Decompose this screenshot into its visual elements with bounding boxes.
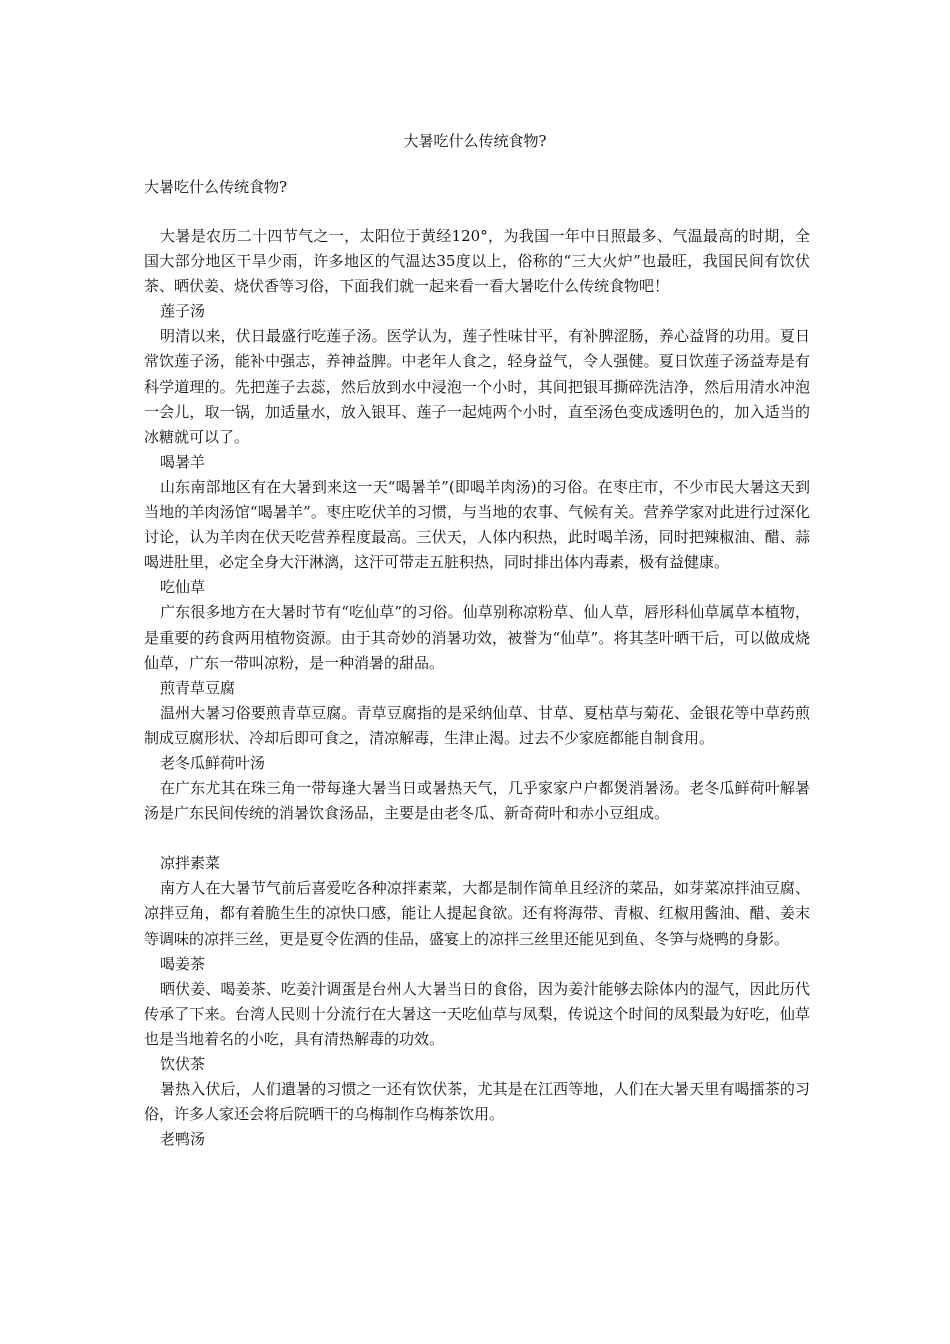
section-heading-yin-fucha: 饮伏茶 bbox=[160, 1055, 206, 1073]
section-heading-qingcao-doufu: 煎青草豆腐 bbox=[160, 678, 236, 697]
section-heading-donggua-heye-tang: 老冬瓜鲜荷叶汤 bbox=[160, 753, 266, 772]
section-heading-chi-xiancao: 吃仙草 bbox=[160, 578, 206, 597]
section-text-liangban-sucai: 南方人在大暑节气前后喜爱吃各种凉拌素菜，大都是制作简单且经济的菜品，如芽菜凉拌油豆腐、凉拌豆角，都有着脆生生的凉快口感，能让人提起食欲。还有将海带、青椒、红椒用酱油、醋、姜末等调味的凉拌三丝，更是夏令佐酒的佳品，盛宴上的凉拌三丝里还能见到鱼、冬笋与烧鸭的身影。 bbox=[144, 879, 810, 948]
intro-paragraph: 大暑是农历二十四节气之一，太阳位于黄经120°，为我国一年中日照最多、气温最高的时期，全国大部分地区干旱少雨，许多地区的气温达35度以上，俗称的“三大火炉”也最旺，我国民间有饮伏茶、晒伏姜、烧伏香等习俗，下面我们就一起来看一看大暑吃什么传统食物吧！ bbox=[144, 227, 810, 296]
section-text-qingcao-doufu: 温州大暑习俗要煎青草豆腐。青草豆腐指的是采纳仙草、甘草、夏枯草与菊花、金银花等中草药煎制成豆腐形状、冷却后即可食之，清凉解毒，生津止渴。过去不少家庭都能自制食用。 bbox=[144, 703, 810, 747]
section-heading-he-jiangcha: 喝姜茶 bbox=[160, 954, 206, 973]
section-text-chi-xiancao: 广东很多地方在大暑时节有“吃仙草”的习俗。仙草别称凉粉草、仙人草，唇形科仙草属草本植物，是重要的药食两用植物资源。由于其奇妙的消暑功效，被誉为“仙草”。将其茎叶晒干后，可以做成烧仙草，广东一带叫凉粉，是一种消暑的甜品。 bbox=[144, 603, 810, 672]
document-subtitle: 大暑吃什么传统食物? bbox=[144, 178, 288, 196]
section-text-he-jiangcha: 晒伏姜、喝姜茶、吃姜汁调蛋是台州人大暑当日的食俗，因为姜汁能够去除体内的湿气，因此历代传承了下来。台湾人民则十分流行在大暑这一天吃仙草与凤梨，传说这个时间的凤梨最为好吃，仙草也是当地着名的小吃，具有清热解毒的功效。 bbox=[144, 979, 810, 1048]
section-text-yin-fucha: 暑热入伏后，人们遣暑的习惯之一还有饮伏茶，尤其是在江西等地，人们在大暑天里有喝擂茶的习俗，许多人家还会将后院晒干的乌梅制作乌梅茶饮用。 bbox=[144, 1080, 810, 1124]
section-text-lianzi-tang: 明清以来，伏日最盛行吃莲子汤。医学认为，莲子性味甘平，有补脾涩肠，养心益肾的功用。夏日常饮莲子汤，能补中强志，养神益脾。中老年人食之，轻身益气，令人强健。夏日饮莲子汤益寿是有科学道理的。先把莲子去蕊，然后放到水中浸泡一个小时，其间把银耳撕碎洗洁净，然后用清水冲泡一会儿，取一锅，加适量水，放入银耳、莲子一起炖两个小时，直至汤色变成透明色的，加入适当的冰糖就可以了。 bbox=[144, 327, 810, 446]
section-text-he-shu-yang: 山东南部地区有在大暑到来这一天“喝暑羊”(即喝羊肉汤)的习俗。在枣庄市，不少市民大暑这天到当地的羊肉汤馆“喝暑羊”。枣庄吃伏羊的习惯，与当地的农事、气候有关。营养学家对此进行过深化讨论，认为羊肉在伏天吃营养程度最高。三伏天，人体内积热，此时喝羊汤，同时把辣椒油、醋、蒜喝进肚里，必定全身大汗淋漓，这汗可带走五脏积热，同时排出体内毒素，极有益健康。 bbox=[144, 477, 810, 572]
section-heading-lianzi-tang: 莲子汤 bbox=[160, 302, 206, 321]
section-heading-liangban-sucai: 凉拌素菜 bbox=[160, 854, 221, 873]
paragraph-gap bbox=[144, 826, 810, 851]
document-body bbox=[144, 224, 810, 1152]
section-heading-he-shu-yang: 喝暑羊 bbox=[160, 452, 206, 471]
document-title: 大暑吃什么传统食物? bbox=[403, 132, 547, 150]
section-heading-laoya-tang: 老鸭汤 bbox=[160, 1130, 206, 1149]
section-text-donggua-heye-tang: 在广东尤其在珠三角一带每逢大暑当日或暑热天气，几乎家家户户都煲消暑汤。老冬瓜鲜荷叶解暑汤是广东民间传统的消暑饮食汤品，主要是由老冬瓜、新奇荷叶和赤小豆组成。 bbox=[144, 779, 810, 823]
